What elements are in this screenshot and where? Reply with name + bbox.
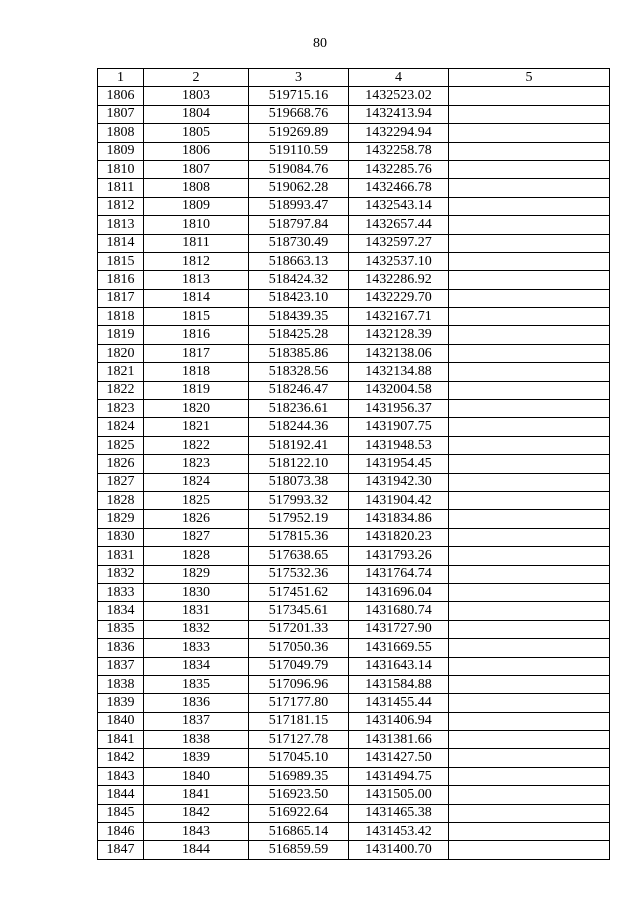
- table-cell-col5: [449, 620, 610, 638]
- table-cell-col3: 518424.32: [249, 271, 349, 289]
- table-cell-col1: 1826: [98, 455, 144, 473]
- table-cell-col2: 1837: [144, 712, 249, 730]
- table-cell-col3: 517127.78: [249, 731, 349, 749]
- table-cell-col3: 518122.10: [249, 455, 349, 473]
- table-row: [98, 602, 610, 620]
- table-cell-col3: 518073.38: [249, 473, 349, 491]
- table-cell-col1: 1827: [98, 473, 144, 491]
- table-cell-col3: 516865.14: [249, 823, 349, 841]
- table-cell-col1: 1845: [98, 804, 144, 822]
- table-cell-col2: 1813: [144, 271, 249, 289]
- table-cell-col3: 517952.19: [249, 510, 349, 528]
- table-cell-col4: 1432258.78: [349, 142, 449, 160]
- table-cell-col2: 1805: [144, 124, 249, 142]
- table-cell-col2: 1842: [144, 804, 249, 822]
- table-cell-col1: 1841: [98, 731, 144, 749]
- table-cell-col4: 1431584.88: [349, 675, 449, 693]
- table-cell-col3: 517815.36: [249, 528, 349, 546]
- column-header-4: 4: [349, 69, 449, 87]
- table-cell-col2: 1833: [144, 639, 249, 657]
- table-cell-col5: [449, 602, 610, 620]
- table-cell-col3: 517045.10: [249, 749, 349, 767]
- table-cell-col4: 1432413.94: [349, 105, 449, 123]
- table-cell-col4: 1431494.75: [349, 767, 449, 785]
- table-row: [98, 252, 610, 270]
- table-cell-col2: 1807: [144, 160, 249, 178]
- table-cell-col5: [449, 731, 610, 749]
- table-cell-col2: 1810: [144, 216, 249, 234]
- table-cell-col4: 1431907.75: [349, 418, 449, 436]
- table-cell-col5: [449, 786, 610, 804]
- table-cell-col2: 1822: [144, 436, 249, 454]
- table-row: [98, 216, 610, 234]
- table-cell-col5: [449, 712, 610, 730]
- table-cell-col4: 1431954.45: [349, 455, 449, 473]
- table-row: [98, 400, 610, 418]
- table-cell-col5: [449, 344, 610, 362]
- table-cell-col2: 1819: [144, 381, 249, 399]
- table-cell-col4: 1431381.66: [349, 731, 449, 749]
- table-cell-col1: 1806: [98, 87, 144, 105]
- table-cell-col2: 1821: [144, 418, 249, 436]
- table-cell-col1: 1829: [98, 510, 144, 528]
- table-row: [98, 326, 610, 344]
- table-row: [98, 473, 610, 491]
- table-cell-col2: 1808: [144, 179, 249, 197]
- table-cell-col5: [449, 87, 610, 105]
- table-cell-col3: 518797.84: [249, 216, 349, 234]
- table-cell-col4: 1431465.38: [349, 804, 449, 822]
- table-body: [98, 87, 610, 859]
- table-cell-col3: 517049.79: [249, 657, 349, 675]
- table-row: [98, 197, 610, 215]
- table-cell-col1: 1839: [98, 694, 144, 712]
- table-cell-col5: [449, 547, 610, 565]
- table-cell-col3: 518993.47: [249, 197, 349, 215]
- table-cell-col1: 1832: [98, 565, 144, 583]
- table-cell-col4: 1432285.76: [349, 160, 449, 178]
- table-cell-col5: [449, 455, 610, 473]
- table-row: [98, 234, 610, 252]
- table-cell-col3: 519062.28: [249, 179, 349, 197]
- table-cell-col4: 1431904.42: [349, 491, 449, 509]
- table-cell-col2: 1826: [144, 510, 249, 528]
- table-cell-col2: 1834: [144, 657, 249, 675]
- table-cell-col3: 517638.65: [249, 547, 349, 565]
- table-row: [98, 142, 610, 160]
- table-cell-col1: 1835: [98, 620, 144, 638]
- table-cell-col5: [449, 436, 610, 454]
- table-row: [98, 657, 610, 675]
- table-cell-col2: 1835: [144, 675, 249, 693]
- table-cell-col4: 1431427.50: [349, 749, 449, 767]
- table-cell-col2: 1815: [144, 308, 249, 326]
- table-cell-col3: 518244.36: [249, 418, 349, 436]
- table-cell-col5: [449, 841, 610, 859]
- table-cell-col3: 519715.16: [249, 87, 349, 105]
- table-cell-col1: 1819: [98, 326, 144, 344]
- table-row: [98, 675, 610, 693]
- table-cell-col4: 1431696.04: [349, 583, 449, 601]
- table-cell-col2: 1820: [144, 400, 249, 418]
- column-header-5: 5: [449, 69, 610, 87]
- table-row: [98, 455, 610, 473]
- table-cell-col4: 1431669.55: [349, 639, 449, 657]
- table-cell-col3: 517345.61: [249, 602, 349, 620]
- table-cell-col1: 1814: [98, 234, 144, 252]
- table-cell-col4: 1431453.42: [349, 823, 449, 841]
- table-cell-col5: [449, 234, 610, 252]
- table-cell-col2: 1809: [144, 197, 249, 215]
- table-cell-col5: [449, 308, 610, 326]
- table-cell-col2: 1811: [144, 234, 249, 252]
- table-cell-col2: 1844: [144, 841, 249, 859]
- table-cell-col2: 1817: [144, 344, 249, 362]
- table-cell-col1: 1831: [98, 547, 144, 565]
- table-cell-col3: 519110.59: [249, 142, 349, 160]
- table-cell-col1: 1817: [98, 289, 144, 307]
- table-cell-col2: 1839: [144, 749, 249, 767]
- table-cell-col5: [449, 105, 610, 123]
- table-cell-col2: 1827: [144, 528, 249, 546]
- table-row: [98, 547, 610, 565]
- table-cell-col3: 519269.89: [249, 124, 349, 142]
- table-cell-col2: 1818: [144, 363, 249, 381]
- column-header-3: 3: [249, 69, 349, 87]
- table-cell-col2: 1841: [144, 786, 249, 804]
- table-cell-col4: 1432134.88: [349, 363, 449, 381]
- table-cell-col5: [449, 528, 610, 546]
- table-cell-col1: 1811: [98, 179, 144, 197]
- table-cell-col1: 1823: [98, 400, 144, 418]
- table-row: [98, 731, 610, 749]
- table-cell-col3: 517050.36: [249, 639, 349, 657]
- table-cell-col5: [449, 326, 610, 344]
- table-cell-col5: [449, 583, 610, 601]
- table-cell-col3: 517096.96: [249, 675, 349, 693]
- table-cell-col5: [449, 491, 610, 509]
- table-row: [98, 418, 610, 436]
- table-cell-col4: 1431727.90: [349, 620, 449, 638]
- table-row: [98, 436, 610, 454]
- table-row: [98, 749, 610, 767]
- table-cell-col2: 1823: [144, 455, 249, 473]
- table-cell-col5: [449, 418, 610, 436]
- table-cell-col4: 1432138.06: [349, 344, 449, 362]
- table-cell-col5: [449, 657, 610, 675]
- table-row: [98, 289, 610, 307]
- table-row: [98, 344, 610, 362]
- column-header-1: 1: [98, 69, 144, 87]
- table-cell-col1: 1844: [98, 786, 144, 804]
- table-header: [98, 69, 610, 87]
- table-cell-col2: 1830: [144, 583, 249, 601]
- table-cell-col5: [449, 124, 610, 142]
- table-cell-col4: 1432286.92: [349, 271, 449, 289]
- page-number: 80: [313, 36, 327, 51]
- table-cell-col1: 1847: [98, 841, 144, 859]
- table-cell-col4: 1431505.00: [349, 786, 449, 804]
- table-cell-col4: 1432167.71: [349, 308, 449, 326]
- table-cell-col2: 1838: [144, 731, 249, 749]
- table-cell-col5: [449, 510, 610, 528]
- table-cell-col2: 1840: [144, 767, 249, 785]
- table-cell-col5: [449, 252, 610, 270]
- table-cell-col5: [449, 804, 610, 822]
- table-row: [98, 179, 610, 197]
- table-row: [98, 767, 610, 785]
- table-cell-col1: 1812: [98, 197, 144, 215]
- table-cell-col2: 1812: [144, 252, 249, 270]
- table-cell-col2: 1836: [144, 694, 249, 712]
- table-cell-col1: 1820: [98, 344, 144, 362]
- table-cell-col5: [449, 271, 610, 289]
- table-cell-col1: 1825: [98, 436, 144, 454]
- table-cell-col4: 1431956.37: [349, 400, 449, 418]
- table-cell-col1: 1830: [98, 528, 144, 546]
- table-cell-col3: 518439.35: [249, 308, 349, 326]
- table-cell-col4: 1431764.74: [349, 565, 449, 583]
- table-cell-col3: 517451.62: [249, 583, 349, 601]
- table-cell-col1: 1836: [98, 639, 144, 657]
- table-cell-col1: 1808: [98, 124, 144, 142]
- table-cell-col2: 1832: [144, 620, 249, 638]
- table-cell-col5: [449, 160, 610, 178]
- table-row: [98, 271, 610, 289]
- table-cell-col4: 1432294.94: [349, 124, 449, 142]
- table-cell-col3: 516923.50: [249, 786, 349, 804]
- table-row: [98, 712, 610, 730]
- table-row: [98, 363, 610, 381]
- table-cell-col1: 1816: [98, 271, 144, 289]
- table-row: [98, 381, 610, 399]
- table-row: [98, 694, 610, 712]
- table-row: [98, 308, 610, 326]
- table-cell-col5: [449, 400, 610, 418]
- table-row: [98, 510, 610, 528]
- table-cell-col2: 1843: [144, 823, 249, 841]
- table-cell-col1: 1818: [98, 308, 144, 326]
- table-row: [98, 528, 610, 546]
- table-row: [98, 491, 610, 509]
- table-cell-col2: 1828: [144, 547, 249, 565]
- table-cell-col4: 1431400.70: [349, 841, 449, 859]
- column-header-2: 2: [144, 69, 249, 87]
- table-cell-col5: [449, 565, 610, 583]
- table-cell-col3: 517532.36: [249, 565, 349, 583]
- table-cell-col4: 1431942.30: [349, 473, 449, 491]
- table-cell-col5: [449, 179, 610, 197]
- table-cell-col4: 1431643.14: [349, 657, 449, 675]
- table-cell-col3: 517201.33: [249, 620, 349, 638]
- table-cell-col2: 1831: [144, 602, 249, 620]
- table-row: [98, 620, 610, 638]
- table-cell-col4: 1431820.23: [349, 528, 449, 546]
- table-cell-col2: 1829: [144, 565, 249, 583]
- table-cell-col3: 518192.41: [249, 436, 349, 454]
- table-cell-col1: 1821: [98, 363, 144, 381]
- table-cell-col5: [449, 767, 610, 785]
- table-cell-col5: [449, 381, 610, 399]
- table-cell-col1: 1833: [98, 583, 144, 601]
- table-cell-col3: 516989.35: [249, 767, 349, 785]
- table-row: [98, 87, 610, 105]
- table-cell-col1: 1813: [98, 216, 144, 234]
- table-cell-col3: 518385.86: [249, 344, 349, 362]
- table-cell-col1: 1843: [98, 767, 144, 785]
- table-cell-col2: 1803: [144, 87, 249, 105]
- table-cell-col1: 1815: [98, 252, 144, 270]
- table-cell-col3: 516859.59: [249, 841, 349, 859]
- table-cell-col4: 1432523.02: [349, 87, 449, 105]
- table-cell-col1: 1837: [98, 657, 144, 675]
- table-row: [98, 105, 610, 123]
- table-cell-col2: 1814: [144, 289, 249, 307]
- table-cell-col1: 1842: [98, 749, 144, 767]
- table-cell-col5: [449, 639, 610, 657]
- table-cell-col1: 1810: [98, 160, 144, 178]
- table-cell-col1: 1846: [98, 823, 144, 841]
- table-row: [98, 841, 610, 859]
- table-cell-col3: 518236.61: [249, 400, 349, 418]
- table-cell-col4: 1431948.53: [349, 436, 449, 454]
- table-cell-col4: 1431680.74: [349, 602, 449, 620]
- table-cell-col4: 1431406.94: [349, 712, 449, 730]
- table-cell-col3: 519668.76: [249, 105, 349, 123]
- table-cell-col4: 1432537.10: [349, 252, 449, 270]
- table-cell-col5: [449, 823, 610, 841]
- table-cell-col5: [449, 694, 610, 712]
- table-cell-col1: 1828: [98, 491, 144, 509]
- table-cell-col4: 1432466.78: [349, 179, 449, 197]
- table-cell-col2: 1804: [144, 105, 249, 123]
- table-cell-col4: 1432229.70: [349, 289, 449, 307]
- table-cell-col3: 518246.47: [249, 381, 349, 399]
- table-row: [98, 160, 610, 178]
- table-row: [98, 124, 610, 142]
- table-cell-col2: 1825: [144, 491, 249, 509]
- table-cell-col1: 1838: [98, 675, 144, 693]
- table-cell-col3: 518730.49: [249, 234, 349, 252]
- table-cell-col5: [449, 289, 610, 307]
- table-cell-col4: 1432004.58: [349, 381, 449, 399]
- table-row: [98, 786, 610, 804]
- table-cell-col4: 1432128.39: [349, 326, 449, 344]
- table-cell-col3: 517993.32: [249, 491, 349, 509]
- table-row: [98, 804, 610, 822]
- table-cell-col5: [449, 363, 610, 381]
- table-cell-col2: 1816: [144, 326, 249, 344]
- table-cell-col2: 1824: [144, 473, 249, 491]
- table-cell-col1: 1834: [98, 602, 144, 620]
- table-cell-col1: 1822: [98, 381, 144, 399]
- table-cell-col5: [449, 473, 610, 491]
- table-cell-col4: 1431834.86: [349, 510, 449, 528]
- table-row: [98, 565, 610, 583]
- table-cell-col3: 516922.64: [249, 804, 349, 822]
- table-cell-col4: 1431793.26: [349, 547, 449, 565]
- table-cell-col1: 1840: [98, 712, 144, 730]
- table-cell-col5: [449, 749, 610, 767]
- table-cell-col3: 518328.56: [249, 363, 349, 381]
- table-cell-col5: [449, 142, 610, 160]
- table-cell-col1: 1824: [98, 418, 144, 436]
- table-cell-col5: [449, 675, 610, 693]
- table-cell-col2: 1806: [144, 142, 249, 160]
- table-cell-col3: 518663.13: [249, 252, 349, 270]
- table-cell-col4: 1432657.44: [349, 216, 449, 234]
- table-cell-col5: [449, 216, 610, 234]
- coordinates-table: [97, 68, 610, 860]
- table-cell-col1: 1809: [98, 142, 144, 160]
- table-row: [98, 823, 610, 841]
- table-cell-col3: 517177.80: [249, 694, 349, 712]
- table-cell-col3: 518425.28: [249, 326, 349, 344]
- table-cell-col5: [449, 197, 610, 215]
- table-cell-col4: 1432543.14: [349, 197, 449, 215]
- table-cell-col3: 519084.76: [249, 160, 349, 178]
- table-cell-col3: 517181.15: [249, 712, 349, 730]
- table-row: [98, 583, 610, 601]
- header-row: [98, 69, 610, 87]
- table-cell-col3: 518423.10: [249, 289, 349, 307]
- table-cell-col4: 1431455.44: [349, 694, 449, 712]
- table-cell-col4: 1432597.27: [349, 234, 449, 252]
- table-cell-col1: 1807: [98, 105, 144, 123]
- table-row: [98, 639, 610, 657]
